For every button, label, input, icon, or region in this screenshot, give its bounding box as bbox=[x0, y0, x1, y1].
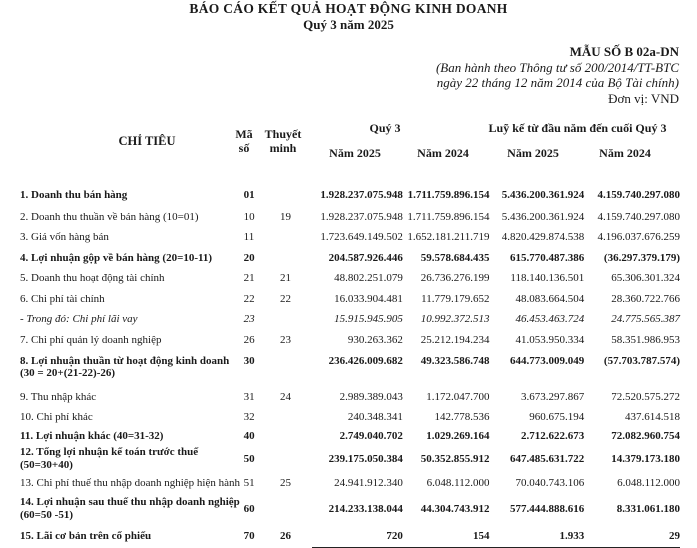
header-note-line1: Thuyết bbox=[264, 127, 302, 141]
header-ytd-group: Luỹ kế từ đầu năm đến cuối Quý 3 bbox=[488, 121, 667, 135]
row-code: 40 bbox=[243, 430, 255, 442]
row-note bbox=[280, 445, 312, 473]
row-label: 2. Doanh thu thuần về bán hàng (10=01) bbox=[20, 210, 199, 223]
row-note: 23 bbox=[279, 334, 291, 346]
row-note bbox=[280, 247, 312, 268]
table-row bbox=[20, 268, 680, 288]
value-ytd-2025: 46.453.463.724 bbox=[515, 313, 585, 325]
table-row bbox=[20, 329, 680, 351]
form-note-line1: (Ban hành theo Thông tư số 200/2014/TT-BTC bbox=[435, 59, 679, 75]
value-q-2025: 214.233.138.044 bbox=[328, 503, 403, 515]
value-ytd-2025: 5.436.200.361.924 bbox=[501, 210, 585, 223]
row-code: 50 bbox=[243, 453, 255, 465]
table-row bbox=[20, 387, 680, 407]
form-code: MẪU SỐ B 02a-DN bbox=[569, 44, 679, 59]
value-ytd-2025: 5.436.200.361.924 bbox=[501, 189, 585, 201]
header-note-line2: minh bbox=[269, 141, 297, 155]
table-row bbox=[20, 288, 680, 309]
value-ytd-2024: 8.331.061.180 bbox=[616, 503, 680, 515]
row-note bbox=[280, 493, 312, 525]
table-row bbox=[20, 206, 680, 227]
row-label bbox=[20, 445, 242, 473]
value-q-2025: 236.426.009.682 bbox=[328, 355, 403, 367]
header-indicator: CHỈ TIÊU bbox=[118, 134, 176, 148]
row-code: 30 bbox=[243, 355, 255, 367]
header-quarter-group: Quý 3 bbox=[369, 121, 401, 135]
header-note bbox=[260, 127, 306, 155]
value-q-2024: 11.779.179.652 bbox=[421, 292, 490, 305]
row-note bbox=[280, 184, 312, 206]
value-ytd-2025: 3.673.297.867 bbox=[520, 391, 585, 403]
value-ytd-2024: 24.775.565.387 bbox=[611, 313, 680, 325]
value-ytd-2024: 29 bbox=[584, 525, 680, 547]
value-q-2024: 6.048.112.000 bbox=[426, 477, 490, 489]
row-code: 10 bbox=[243, 210, 255, 223]
row-label: 6. Chi phí tài chính bbox=[20, 292, 105, 305]
row-label: 11. Lợi nhuận khác (40=31-32) bbox=[20, 430, 164, 442]
row-label: 3. Giá vốn hàng bán bbox=[20, 231, 109, 243]
value-q-2025: 15.915.945.905 bbox=[334, 313, 403, 325]
value-q-2024: 26.736.276.199 bbox=[420, 272, 490, 284]
row-note bbox=[280, 227, 312, 247]
row-label bbox=[20, 351, 242, 387]
value-ytd-2025: 615.770.487.386 bbox=[509, 251, 585, 264]
value-q-2024: 50.352.855.912 bbox=[420, 453, 490, 465]
value-ytd-2025: 48.083.664.504 bbox=[515, 292, 585, 305]
value-ytd-2025: 4.820.429.874.538 bbox=[501, 231, 585, 243]
value-q-2024: 1.711.759.896.154 bbox=[407, 210, 490, 223]
value-q-2024: 1.029.269.164 bbox=[426, 430, 490, 442]
row-note: 22 bbox=[279, 292, 291, 305]
value-q-2025: 24.941.912.340 bbox=[334, 477, 403, 489]
row-note: 25 bbox=[279, 477, 291, 489]
value-ytd-2025: 70.040.743.106 bbox=[515, 477, 585, 489]
table-row bbox=[20, 247, 680, 268]
header-ytd-2024: Năm 2024 bbox=[599, 146, 651, 160]
row-note bbox=[280, 351, 312, 387]
row-label: 4. Lợi nhuận gộp về bán hàng (20=10-11) bbox=[20, 251, 213, 264]
header-code-line2: số bbox=[238, 141, 250, 155]
value-q-2025: 204.587.926.446 bbox=[328, 251, 403, 264]
value-ytd-2024: 4.196.037.676.259 bbox=[597, 231, 680, 243]
header-ytd-2025: Năm 2025 bbox=[507, 146, 559, 160]
value-ytd-2024: 4.159.740.297.080 bbox=[597, 189, 680, 201]
value-ytd-2024: 28.360.722.766 bbox=[611, 292, 680, 305]
row-label-line1: 8. Lợi nhuận thuần từ hoạt động kinh doanh bbox=[20, 355, 230, 367]
value-ytd-2025: 644.773.009.049 bbox=[509, 355, 585, 367]
row-note: 19 bbox=[279, 210, 291, 223]
value-q-2024: 44.304.743.912 bbox=[420, 503, 490, 515]
value-q-2025: 16.033.904.481 bbox=[334, 292, 403, 305]
row-label-formula: (30 = 20+(21-22)-26) bbox=[20, 367, 116, 379]
value-q-2024: 1.652.181.211.719 bbox=[407, 231, 490, 243]
row-code: 22 bbox=[243, 292, 255, 305]
value-q-2024: 10.992.372.513 bbox=[420, 313, 490, 325]
table-row bbox=[20, 473, 680, 493]
table-row bbox=[20, 445, 680, 473]
row-code: 23 bbox=[243, 313, 255, 325]
value-ytd-2025: 41.053.950.334 bbox=[515, 334, 585, 346]
row-label: 10. Chi phí khác bbox=[20, 411, 93, 423]
value-q-2024: 1.172.047.700 bbox=[426, 391, 490, 403]
value-ytd-2024: 58.351.986.953 bbox=[611, 334, 680, 346]
row-label-formula: (50=30+40) bbox=[20, 459, 73, 471]
currency-unit: Đơn vị: VND bbox=[608, 90, 679, 106]
value-q-2025: 1.928.237.075.948 bbox=[320, 210, 403, 223]
value-ytd-2025: 647.485.631.722 bbox=[509, 453, 585, 465]
value-ytd-2025: 577.444.888.616 bbox=[509, 503, 585, 515]
table-row bbox=[20, 309, 680, 329]
value-ytd-2024: 72.082.960.754 bbox=[611, 430, 680, 442]
value-q-2025: 720 bbox=[312, 525, 403, 547]
table-row bbox=[20, 351, 680, 387]
row-note bbox=[280, 427, 312, 445]
row-code: 60 bbox=[243, 503, 255, 515]
row-note: 24 bbox=[279, 391, 291, 403]
value-ytd-2024: 65.306.301.324 bbox=[611, 272, 680, 284]
value-ytd-2024: 4.159.740.297.080 bbox=[597, 210, 680, 223]
value-ytd-2025: 1.933 bbox=[490, 525, 585, 547]
value-q-2025: 2.749.040.702 bbox=[339, 430, 403, 442]
report-period: Quý 3 năm 2025 bbox=[303, 17, 394, 32]
header-q-2024: Năm 2024 bbox=[417, 146, 469, 160]
value-ytd-2025: 2.712.622.673 bbox=[520, 430, 585, 442]
row-code: 21 bbox=[243, 272, 255, 284]
income-statement-table bbox=[20, 184, 680, 548]
value-q-2025: 930.263.362 bbox=[347, 334, 403, 346]
table-row bbox=[20, 184, 680, 206]
form-note-line2: ngày 22 tháng 12 năm 2014 của Bộ Tài chính) bbox=[436, 75, 679, 90]
header-code-line1: Mã bbox=[235, 127, 253, 141]
table-row bbox=[20, 227, 680, 247]
value-q-2025: 1.723.649.149.502 bbox=[320, 231, 403, 243]
row-label-formula: (60=50 -51) bbox=[20, 509, 74, 521]
table-row bbox=[20, 407, 680, 427]
value-q-2024: 49.323.586.748 bbox=[420, 355, 490, 367]
row-label: 7. Chi phí quản lý doanh nghiệp bbox=[20, 334, 162, 346]
row-code: 20 bbox=[243, 251, 255, 264]
row-code: 26 bbox=[243, 334, 255, 346]
value-ytd-2024: 437.614.518 bbox=[625, 411, 680, 423]
row-label: - Trong đó: Chi phí lãi vay bbox=[20, 313, 138, 325]
row-label: 9. Thu nhập khác bbox=[20, 391, 97, 403]
value-ytd-2025: 960.675.194 bbox=[529, 411, 585, 423]
value-ytd-2024: 14.379.173.180 bbox=[611, 453, 680, 465]
value-q-2024: 154 bbox=[403, 525, 490, 547]
row-note: 26 bbox=[279, 530, 291, 542]
value-ytd-2025: 118.140.136.501 bbox=[510, 272, 585, 284]
report-title: BÁO CÁO KẾT QUẢ HOẠT ĐỘNG KINH DOANH bbox=[189, 1, 508, 16]
value-ytd-2024: (36.297.379.179) bbox=[603, 251, 680, 264]
value-q-2024: 59.578.684.435 bbox=[420, 251, 490, 264]
value-q-2025: 240.348.341 bbox=[347, 411, 403, 423]
row-code: 70 bbox=[243, 530, 255, 542]
row-note: 21 bbox=[279, 272, 291, 284]
row-label bbox=[20, 493, 242, 525]
row-label: 5. Doanh thu hoạt động tài chính bbox=[20, 272, 165, 284]
row-note bbox=[280, 407, 312, 427]
form-info bbox=[436, 44, 679, 106]
header-code bbox=[232, 127, 256, 155]
value-ytd-2024: 6.048.112.000 bbox=[617, 477, 680, 489]
row-code: 31 bbox=[243, 391, 255, 403]
row-code: 32 bbox=[243, 411, 255, 423]
table-row bbox=[20, 493, 680, 525]
row-label-line1: 14. Lợi nhuận sau thuế thu nhập doanh nghiệp bbox=[20, 496, 240, 508]
value-q-2024: 1.711.759.896.154 bbox=[407, 189, 490, 201]
row-label: 13. Chi phí thuế thu nhập doanh nghiệp hiện hành bbox=[20, 477, 240, 489]
header-q-2025: Năm 2025 bbox=[329, 146, 381, 160]
value-q-2025: 239.175.050.384 bbox=[328, 453, 403, 465]
value-q-2025: 48.802.251.079 bbox=[334, 272, 403, 284]
row-code: 11 bbox=[243, 231, 255, 243]
row-label: 15. Lãi cơ bản trên cổ phiếu bbox=[20, 530, 152, 542]
value-q-2024: 142.778.536 bbox=[434, 411, 490, 423]
row-label: 1. Doanh thu bán hàng bbox=[20, 189, 128, 201]
value-ytd-2024: (57.703.787.574) bbox=[603, 355, 680, 367]
value-q-2025: 1.928.237.075.948 bbox=[320, 189, 403, 201]
value-q-2024: 25.212.194.234 bbox=[420, 334, 490, 346]
value-ytd-2024: 72.520.575.272 bbox=[611, 391, 680, 403]
value-q-2025: 2.989.389.043 bbox=[339, 391, 403, 403]
row-code: 01 bbox=[243, 189, 255, 201]
row-code: 51 bbox=[243, 477, 255, 489]
table-row bbox=[20, 525, 680, 547]
row-note bbox=[280, 309, 312, 329]
table-row bbox=[20, 427, 680, 445]
row-label-line1: 12. Tổng lợi nhuận kế toán trước thuế bbox=[20, 446, 199, 458]
